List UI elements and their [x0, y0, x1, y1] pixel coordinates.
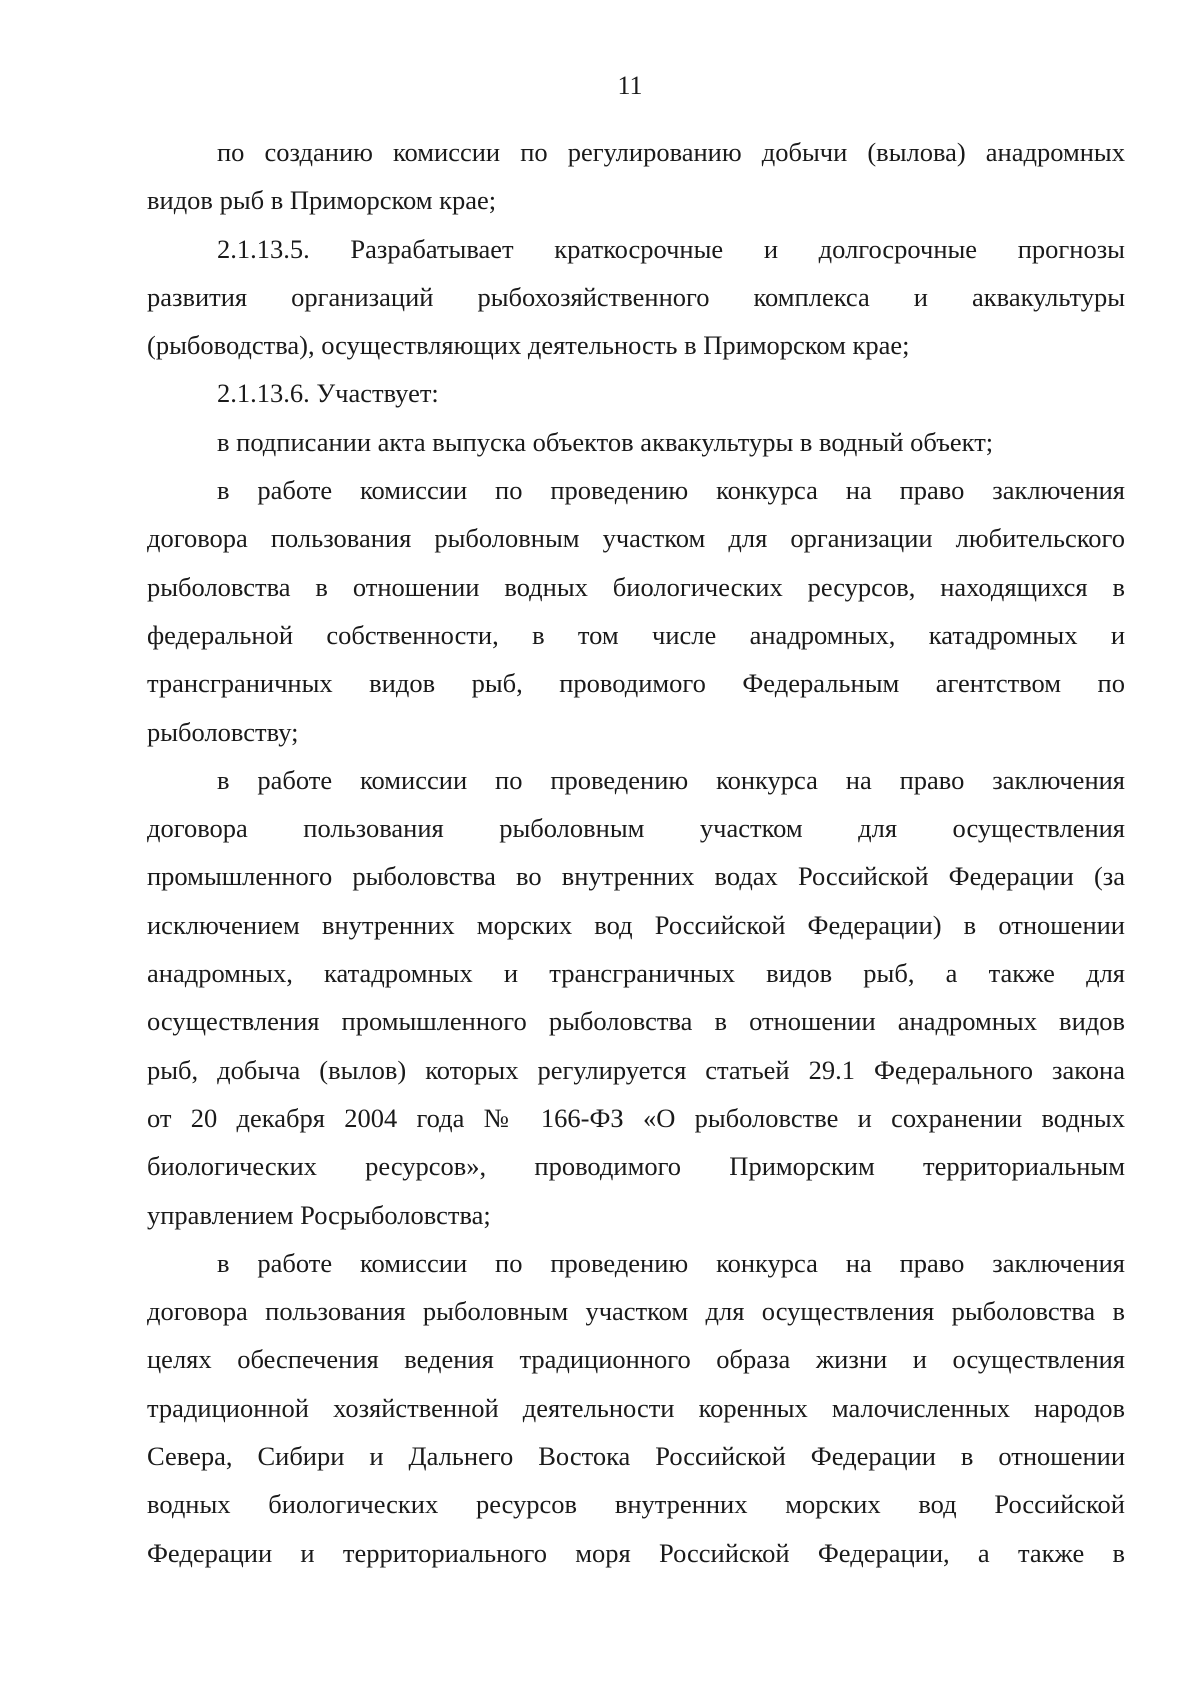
text-line: в работе комиссии по проведению конкурса на право заключения: [217, 1247, 1125, 1278]
text-line: по созданию комиссии по регулированию добычи (вылова) анадромных: [217, 137, 1125, 167]
text-line: развития организаций рыбохозяйственного комплекса и аквакультуры: [147, 281, 1125, 312]
paragraph-industrial-fishing-commission: [147, 756, 1125, 1239]
text-line: управлением Росрыболовства;: [147, 1199, 491, 1230]
text-line: договора пользования рыболовным участком для осуществления: [147, 813, 1125, 844]
paragraph-commission-creation: [147, 128, 1125, 225]
text-line: в работе комиссии по проведению конкурса на право заключения: [217, 475, 1125, 506]
text-line: от 20 декабря 2004 года № 166-ФЗ «О рыболовстве и сохранении водных: [147, 1102, 1125, 1133]
document-body: [147, 128, 1125, 1577]
text-line: договора пользования рыболовным участком для осуществления рыболовства в: [147, 1296, 1125, 1327]
text-line: биологических ресурсов», проводимого Приморским территориальным: [147, 1151, 1125, 1182]
page-number: 11: [617, 71, 643, 100]
text-line: федеральной собственности, в том числе анадромных, катадромных и: [147, 619, 1125, 650]
paragraph-aquaculture-act: [147, 418, 1125, 466]
text-line: 2.1.13.5. Разрабатывает краткосрочные и долгосрочные прогнозы: [217, 233, 1125, 264]
text-line: договора пользования рыболовным участком для организации любительского: [147, 523, 1125, 554]
text-line: анадромных, катадромных и трансграничных видов рыб, а также для: [147, 958, 1125, 989]
paragraph-amateur-fishing-commission: [147, 466, 1125, 756]
text-line: Федерации и территориального моря Российской Федерации, а также в: [147, 1537, 1125, 1568]
text-line: водных биологических ресурсов внутренних морских вод Российской: [147, 1489, 1125, 1520]
text-line: осуществления промышленного рыболовства в отношении анадромных видов: [147, 1006, 1125, 1037]
text-line: рыболовства в отношении водных биологических ресурсов, находящихся в: [147, 571, 1125, 602]
text-line: трансграничных видов рыб, проводимого Федеральным агентством по: [147, 668, 1125, 699]
text-line: традиционной хозяйственной деятельности коренных малочисленных народов: [147, 1392, 1125, 1423]
paragraph-traditional-fishing-commission: [147, 1239, 1125, 1577]
paragraph-2-1-13-6: [147, 369, 1125, 417]
text-line: Севера, Сибири и Дальнего Востока Российской Федерации в отношении: [147, 1441, 1125, 1472]
text-line: целях обеспечения ведения традиционного образа жизни и осуществления: [147, 1344, 1125, 1375]
text-line: в подписании акта выпуска объектов аквакультуры в водный объект;: [217, 426, 994, 457]
text-line: в работе комиссии по проведению конкурса на право заключения: [217, 764, 1125, 795]
text-line: рыболовству;: [147, 716, 299, 747]
text-line: 2.1.13.6. Участвует:: [217, 378, 439, 409]
text-line: промышленного рыболовства во внутренних водах Российской Федерации (за: [147, 861, 1125, 892]
paragraph-2-1-13-5: [147, 225, 1125, 370]
text-line: исключением внутренних морских вод Российской Федерации) в отношении: [147, 909, 1125, 940]
text-line: (рыбоводства), осуществляющих деятельность в Приморском крае;: [147, 330, 910, 361]
text-line: видов рыб в Приморском крае;: [147, 185, 497, 216]
text-line: рыб, добыча (вылов) которых регулируется статьей 29.1 Федерального закона: [147, 1054, 1125, 1085]
